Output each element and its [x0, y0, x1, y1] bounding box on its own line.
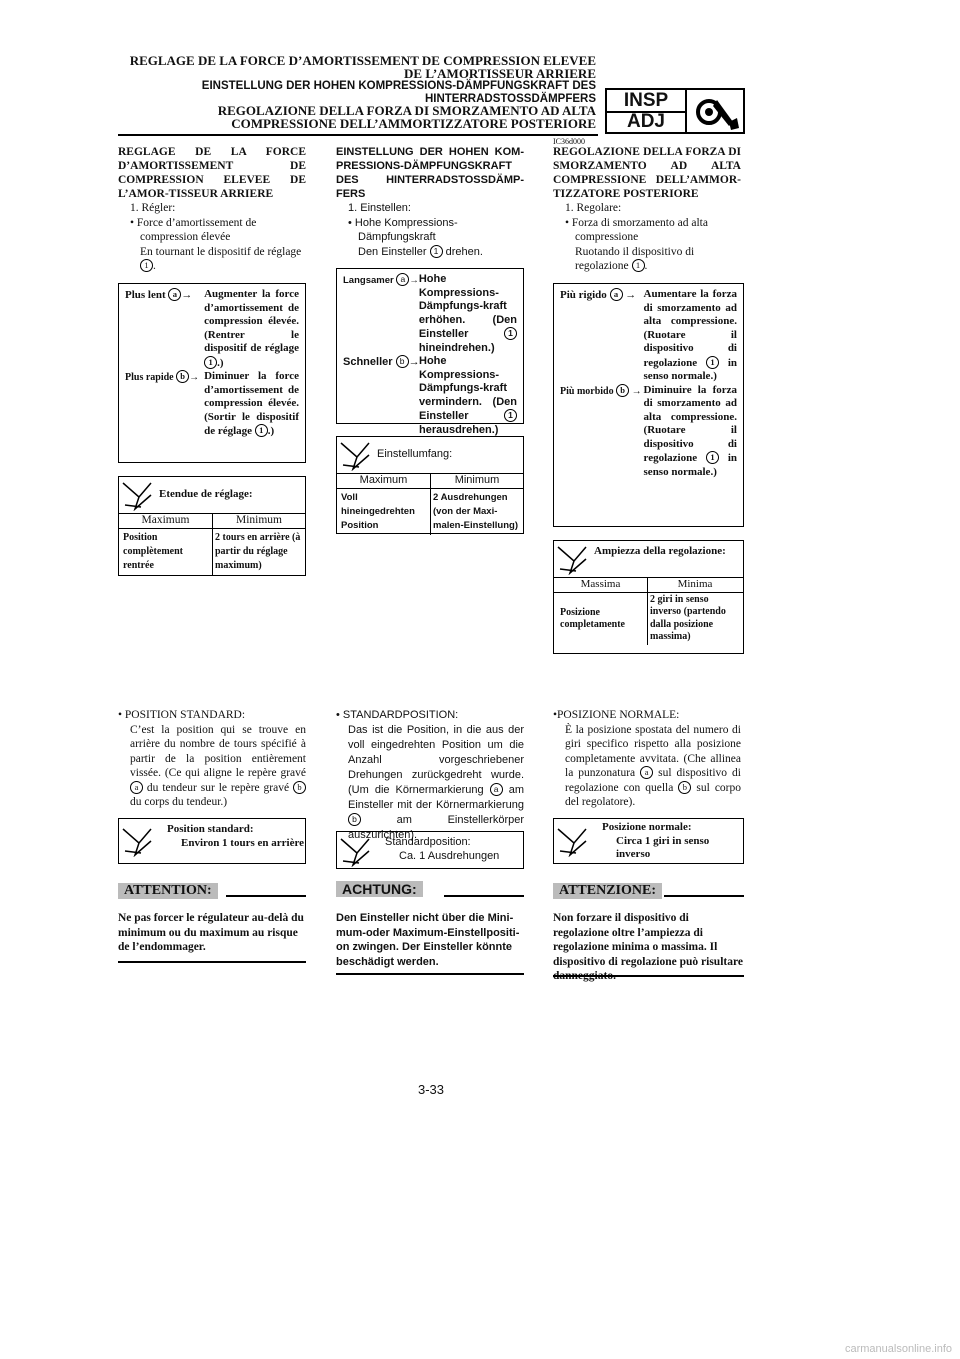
de-adjust-a: Langsamer a → Hohe Kompressions-Dämpfungs-kraft erhöhen. (Den Einsteller 1 hineindrehen.): [343, 273, 517, 354]
fr-std-text: C’est la position qui se trouve en arrière du nombre de tours spécifié à partir de la position entièrement vissée. (Ce qui aligne le repère gravé a du tendeur sur le repère gravé b du corps du tendeur.): [130, 723, 306, 808]
it-std-box-value: Circa 1 giri in senso inverso: [616, 834, 710, 860]
fr-adjust-b: Plus rapide b → Diminuer la force d’amortissement de compression élevée. (Sortir le dispositif de réglage 1 .): [125, 370, 299, 437]
it-std-box-title: Posizione normale:: [602, 821, 692, 833]
fr-range-min: 2 tours en arrière (à partir du réglage maximum): [215, 531, 301, 571]
fr-std-title: POSITION STANDARD:: [124, 709, 246, 721]
fr-std-box-value: Environ 1 tours en arrière: [181, 836, 305, 849]
fr-title: REGLAGE DE LA FORCE D’AMORTISSEMENT DE COMPRESSION ELEVEE DE L’AMOR-TISSEUR ARRIERE: [118, 146, 306, 200]
badge-insp: INSP: [607, 90, 685, 113]
fr-attention-label: ATTENTION:: [118, 883, 218, 899]
column-it: [553, 145, 741, 274]
de-range-min-head: Minimum: [454, 474, 500, 486]
de-attention-text: Den Einsteller nicht über die Mini-mum-oder Maximum-Einstellpositi-on zwingen. Der Einsteller könnte beschädigt werden.: [336, 912, 520, 968]
fr-standard: • POSITION STANDARD: C’est la position qui se trouve en arrière du nombre de tours spécifié à partir de la position entièrement vissée. (Ce qui aligne le repère gravé a du tendeur sur le repère gravé b du corps du tendeur.): [118, 709, 306, 808]
it-title: REGOLAZIONE DELLA FORZA DI SMORZAMENTO AD ALTA COMPRESSIONE DELL’AMMOR-TIZZATORE POSTERIORE: [553, 146, 741, 200]
it-adjust-b: Più morbido b → Diminuire la forza di smorzamento ad alta compressione. (Ruotare il dispositivo di regolazione 1 in senso normale.): [560, 383, 737, 478]
it-range-min-head: Minima: [677, 578, 713, 590]
de-adjust-b: Schneller b → Hohe Kompressions-Dämpfungs-kraft vermindern. (Den Einsteller 1 herausdrehen.): [343, 355, 517, 436]
it-attention-text: Non forzare il dispositivo di regolazione oltre l’ampiezza di regolazione minima o massima. Il dispositivo di regolazione può risultare: [553, 912, 743, 968]
de-attention: [336, 881, 524, 969]
it-attention: [553, 881, 744, 984]
de-bullet: • Hohe Kompressions-Dämpfungskraft: [348, 216, 458, 243]
fr-range-title: Etendue de réglage:: [159, 488, 253, 500]
de-instr: Den Einsteller 1 drehen.: [358, 245, 483, 258]
header-de-line1: EINSTELLUNG DER HOHEN KOMPRESSIONS-DÄMPFUNGSKRAFT DES: [201, 80, 596, 92]
fr-adjust-box: [118, 283, 306, 463]
fr-instr: En tournant le dispositif de réglage 1 .: [140, 245, 302, 272]
it-std-box: [553, 818, 744, 864]
wrench-icon: [339, 439, 375, 471]
fr-bullet: • Force d’amortissement de compression élevée: [130, 216, 257, 243]
column-de: [336, 145, 524, 259]
fr-range-box: [118, 476, 306, 576]
watermark: carmanualsonline.info: [844, 1343, 952, 1355]
fr-attention-text: Ne pas forcer le régulateur au-delà du minimum ou du maximum au risque de l’endommager.: [118, 912, 304, 953]
header-de-line2: HINTERRADSTOSSDÄMPFERS: [424, 92, 596, 105]
de-range-box: [336, 436, 524, 534]
it-code: IC36d000: [553, 137, 585, 146]
header-fr-line1: REGLAGE DE LA FORCE D’AMORTISSEMENT DE COMPRESSION ELEVEE: [129, 53, 596, 68]
header-it-line1: REGOLAZIONE DELLA FORZA DI SMORZAMENTO AD ALTA: [217, 103, 596, 118]
badge-adj: ADJ: [626, 111, 665, 132]
de-range-max-head: Maximum: [337, 474, 431, 488]
de-std-box-title: Standardposition:: [385, 836, 471, 848]
insp-adj-badge: [605, 88, 745, 134]
it-range-box: [553, 540, 744, 654]
de-std-title: STANDARDPOSITION:: [342, 709, 459, 721]
de-std-text: Das ist die Position, in die aus der voll eingedrehten Position um die Anzahl vorgeschriebener Drehungen zurückgedreht wurde. (Um die Körnermarkierung a am Einsteller mit der Körnermarkierung b am Einstellerkörper auszurichten).: [348, 724, 524, 841]
fr-step: 1. Régler:: [130, 202, 176, 214]
it-standard: •POSIZIONE NORMALE: È la posizione spostata del numero di giri specifico rispetto alla posizione completamente avvitata. (Che allinea la punzonatura a sul dispositivo di regolazione con quella b sul corpo del regolatore).: [553, 709, 742, 808]
fr-range-min-head: Minimum: [235, 514, 282, 526]
it-range-max: Posizione completamente: [554, 593, 648, 645]
it-std-title: POSIZIONE NORMALE:: [557, 709, 680, 721]
wrench-icon: [121, 825, 157, 857]
de-range-title: Einstellumfang:: [377, 448, 453, 460]
wrench-icon: [121, 479, 157, 511]
wrench-icon: [556, 543, 592, 575]
it-std-text: È la posizione spostata del numero di giri specifico rispetto alla posizione completamente avvitata. (Che allinea la punzonatura a sul dispositivo di regolazione con quella b sul corpo del regolatore).: [565, 723, 742, 808]
wrench-icon: [556, 825, 592, 857]
header-rule: [118, 134, 598, 136]
de-std-box: [336, 831, 524, 869]
it-adjust-box: [553, 283, 744, 527]
fr-range-max: Position complètement rentrée: [119, 529, 213, 575]
fr-adjust-a: Plus lent a → Augmenter la force d’amortissement de compression élevée. (Rentrer le dispositif de réglage 1 .): [125, 288, 299, 369]
fr-std-box-title: Position standard:: [167, 823, 254, 835]
fr-range-max-head: Maximum: [119, 514, 213, 528]
de-step: 1. Einstellen:: [348, 202, 411, 214]
it-adjust-a: Più rigido a → Aumentare la forza di smorzamento ad alta compressione. (Ruotare il dispositivo di regolazione 1 in senso normale.): [560, 288, 737, 382]
de-range-min: 2 Ausdrehungen (von der Maxi-malen-Einstellung): [433, 491, 518, 531]
fr-attention: [118, 881, 306, 955]
it-attention-label: ATTENZIONE:: [553, 883, 662, 899]
de-attention-label: ACHTUNG:: [336, 881, 423, 897]
it-range-title: Ampiezza della regolazione:: [594, 545, 726, 557]
column-fr: [118, 145, 306, 274]
page-header: [130, 55, 596, 130]
de-standard: • STANDARDPOSITION: Das ist die Position, in die aus der voll eingedrehten Position um die Anzahl vorgeschriebener Drehungen zurückgedreht wurde. (Um die Körnermarkierung a am Einsteller mit der Körnermarkierung b am Einstellerkörper auszurichten).: [336, 709, 524, 841]
wrench-icon: [339, 835, 375, 867]
it-step: 1. Regolare:: [565, 202, 622, 214]
wrench-icon: [689, 92, 741, 132]
de-std-box-value: Ca. 1 Ausdrehungen: [399, 849, 500, 862]
de-title: EINSTELLUNG DER HOHEN KOM-PRESSIONS-DÄMPFUNGSKRAFT DES HINTERRADSTOSSDÄMP-FERS: [336, 146, 524, 200]
fr-std-box: [118, 818, 306, 864]
de-adjust-box: [336, 268, 524, 436]
de-range-max: Voll hineingedrehten Position: [337, 489, 431, 535]
it-instr: Ruotando il dispositivo di regolazione 1 .: [575, 245, 695, 272]
it-range-min: 2 giri in senso inverso (partendo dalla posizione massima): [650, 593, 726, 642]
page-number: 3-33: [418, 1082, 445, 1097]
it-bullet: • Forza di smorzamento ad alta compressione: [565, 216, 708, 243]
header-fr-line2: DE L’AMORTISSEUR ARRIERE: [404, 65, 596, 81]
it-range-max-head: Massima: [554, 578, 648, 592]
header-it-line2: COMPRESSIONE DELL’AMMORTIZZATORE POSTERIORE: [231, 115, 596, 131]
